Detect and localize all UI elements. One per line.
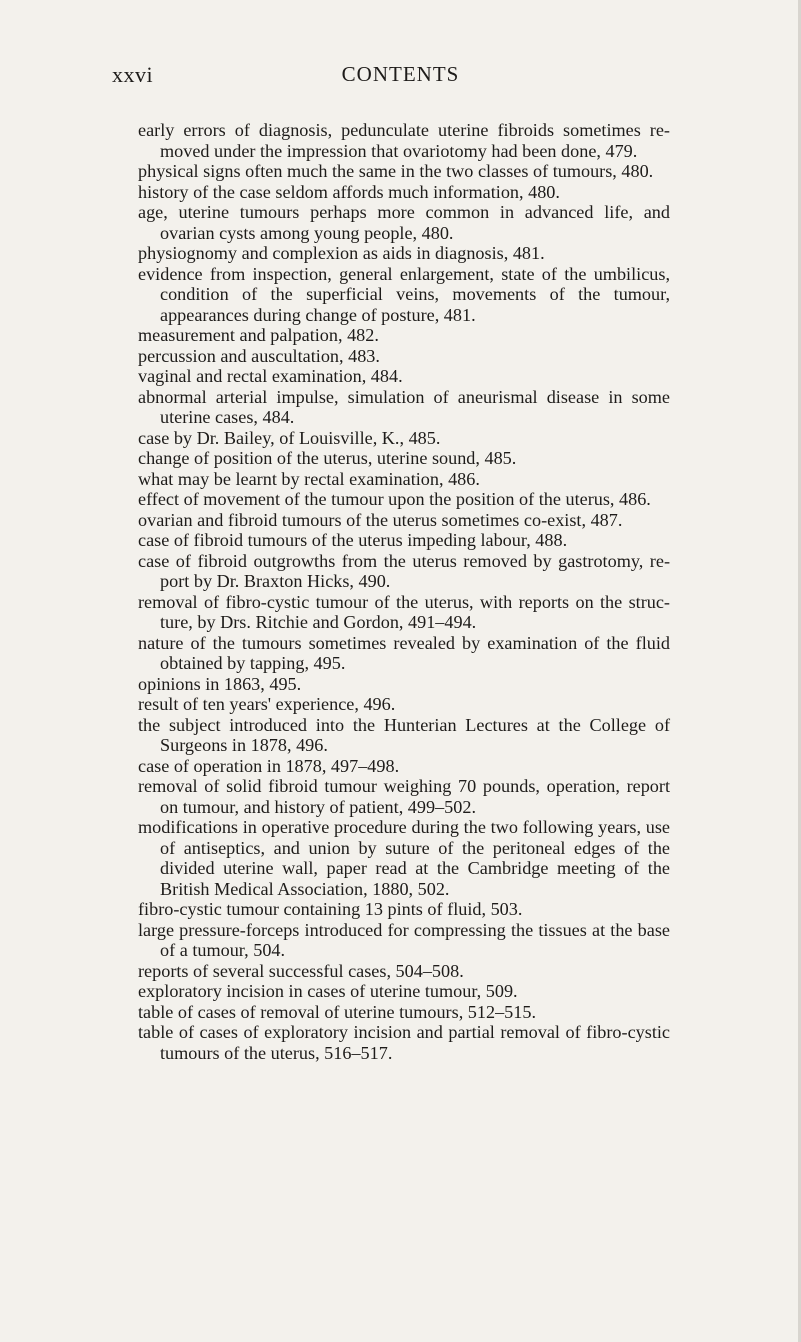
contents-entry: the subject introduced into the Hunterian Lectures at the College of Surgeons in 1878, 496. [138, 714, 670, 755]
contents-entry: physical signs often much the same in the two classes of tumours, 480. [138, 161, 654, 181]
contents-entry: case of fibroid tumours of the uterus impeding labour, 488. [138, 530, 568, 550]
contents-entry: early errors of diagnosis, pedunculate uterine fibroids sometimes re-moved under the impression that ovariotomy had been done, 479. [138, 120, 670, 161]
contents-entry: change of position of the uterus, uterine sound, 485. [138, 448, 517, 468]
contents-entry: abnormal arterial impulse, simulation of aneurismal disease in some uterine cases, 484. [138, 386, 670, 427]
contents-entry: removal of solid fibroid tumour weighing 70 pounds, operation, report on tumour, and history of patient, 499–502. [138, 776, 670, 817]
contents-entry: table of cases of removal of uterine tumours, 512–515. [138, 1001, 536, 1022]
running-title: CONTENTS [341, 62, 460, 86]
contents-entry: case of operation in 1878, 497–498. [138, 755, 400, 776]
contents-entry: nature of the tumours sometimes revealed by examination of the fluid obtained by tapping, 495. [138, 632, 670, 673]
contents-entry: removal of fibro-cystic tumour of the uterus, with reports on the struc-ture, by Drs. Ritchie and Gordon, 491–494. [138, 591, 670, 632]
contents-entry: exploratory incision in cases of uterine tumour, 509. [138, 981, 518, 1001]
contents-entry: percussion and auscultation, 483. [138, 345, 380, 366]
contents-entries [138, 120, 670, 1063]
page-header [0, 62, 801, 94]
contents-entry: case of fibroid outgrowths from the uterus removed by gastrotomy, re-port by Dr. Braxton Hicks, 490. [138, 550, 670, 591]
contents-entry: table of cases of exploratory incision and partial removal of fibro-cystic tumours of the uterus, 516–517. [138, 1022, 670, 1063]
contents-entry: result of ten years' experience, 496. [138, 694, 396, 714]
contents-entry: modifications in operative procedure during the two following years, use of antiseptics, and union by suture of the peritoneal edges of the divided uterine wall, paper read at the Cambridge meeting of the British Medical Association, 1880, 502. [138, 817, 670, 899]
contents-entry: case by Dr. Bailey, of Louisville, K., 485. [138, 427, 441, 448]
contents-entry: evidence from inspection, general enlargement, state of the umbilicus, condition of the superficial veins, movements of the tumour, appearances during change of posture, 481. [138, 263, 670, 325]
contents-entry: effect of movement of the tumour upon the position of the uterus, 486. [138, 489, 651, 509]
contents-entry: physiognomy and complexion as aids in diagnosis, 481. [138, 243, 545, 263]
page-number: xxvi [112, 62, 154, 87]
contents-entry: fibro-cystic tumour containing 13 pints of fluid, 503. [138, 899, 523, 919]
contents-entry: reports of several successful cases, 504–508. [138, 960, 464, 981]
contents-entry: vaginal and rectal examination, 484. [138, 366, 403, 386]
contents-entry: what may be learnt by rectal examination, 486. [138, 468, 480, 489]
contents-entry: ovarian and fibroid tumours of the uterus sometimes co-exist, 487. [138, 509, 623, 530]
contents-entry: measurement and palpation, 482. [138, 325, 379, 345]
contents-entry: opinions in 1863, 495. [138, 673, 302, 694]
contents-entry: large pressure-forceps introduced for compressing the tissues at the base of a tumour, 504. [138, 919, 670, 960]
contents-entry: history of the case seldom affords much information, 480. [138, 181, 560, 202]
contents-entry: age, uterine tumours perhaps more common in advanced life, and ovarian cysts among young people, 480. [138, 202, 670, 243]
